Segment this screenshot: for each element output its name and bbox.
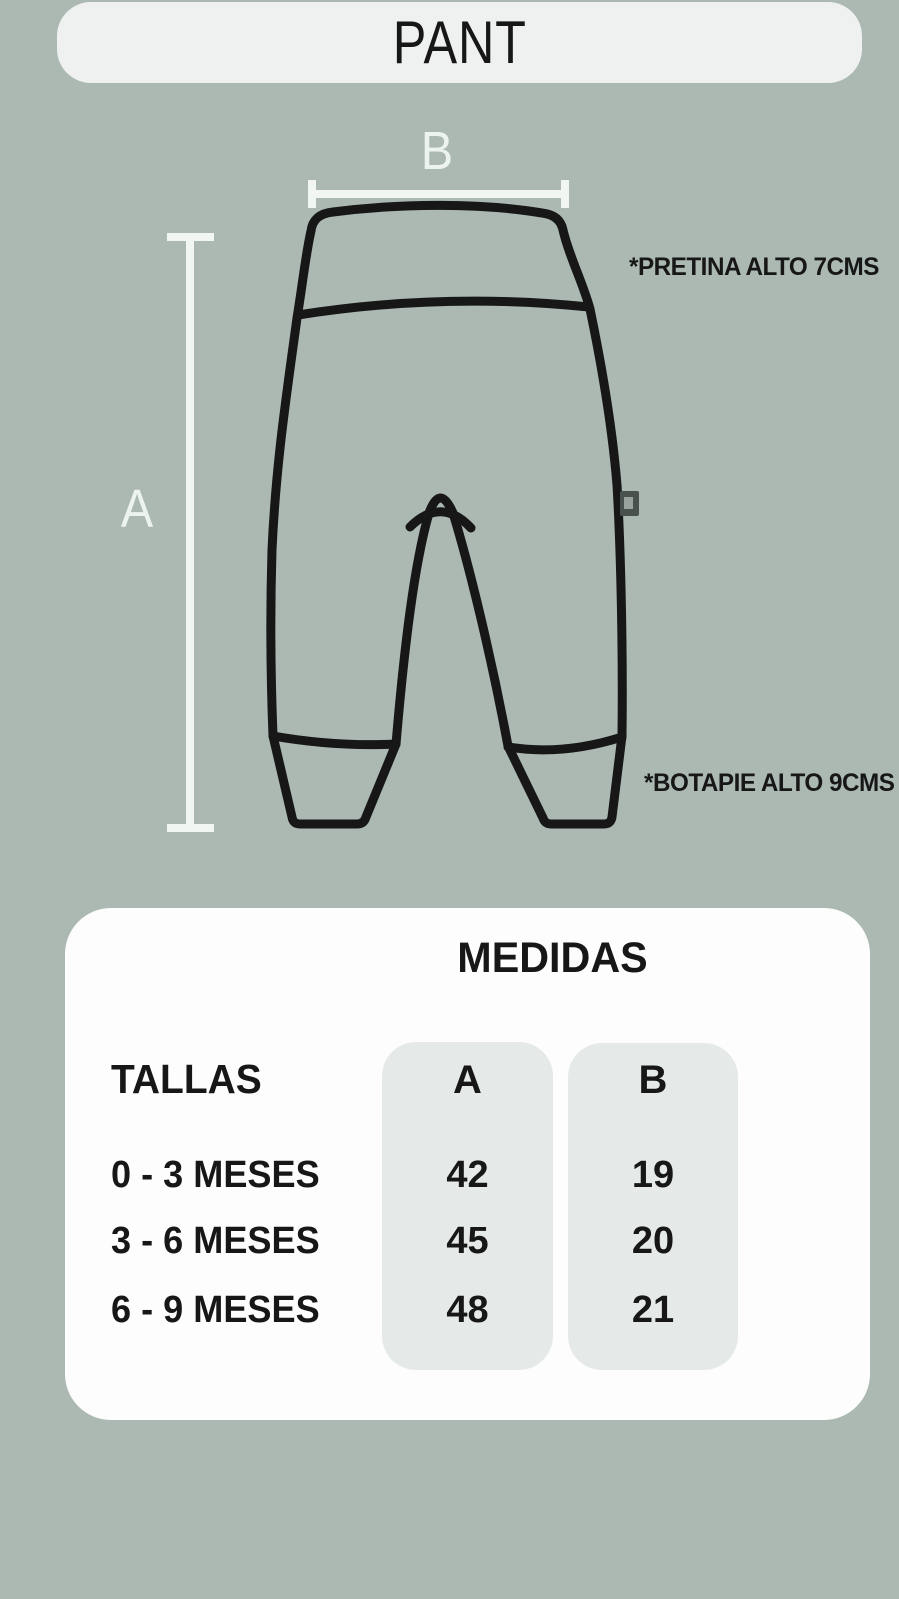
- dimension-b-label: B: [420, 121, 454, 181]
- table-cell-a: 45: [446, 1220, 489, 1262]
- pants-outline: [271, 205, 622, 824]
- table-cell-b: 19: [631, 1154, 675, 1196]
- dimension-a-label: A: [120, 479, 154, 539]
- page-title: PANT: [392, 9, 527, 76]
- table-cell-b: 20: [631, 1220, 675, 1262]
- side-tag-icon: [620, 491, 639, 516]
- table-cell-a: 48: [446, 1289, 489, 1331]
- table-cell-a: 42: [446, 1154, 489, 1196]
- sizes-column-header: TALLAS: [111, 1056, 262, 1102]
- column-a-header: A: [453, 1058, 482, 1102]
- table-row-label: 0 - 3 MESES: [111, 1154, 320, 1196]
- measurements-panel: [65, 908, 870, 1420]
- table-cell-b: 21: [631, 1289, 675, 1331]
- column-b-header: B: [638, 1058, 668, 1102]
- waistband-annotation: *PRETINA ALTO 7CMS: [629, 253, 879, 281]
- cuff-annotation: *BOTAPIE ALTO 9CMS: [644, 769, 895, 797]
- table-row-label: 3 - 6 MESES: [111, 1220, 320, 1262]
- table-row-label: 6 - 9 MESES: [111, 1289, 320, 1331]
- measurements-title: MEDIDAS: [457, 934, 648, 982]
